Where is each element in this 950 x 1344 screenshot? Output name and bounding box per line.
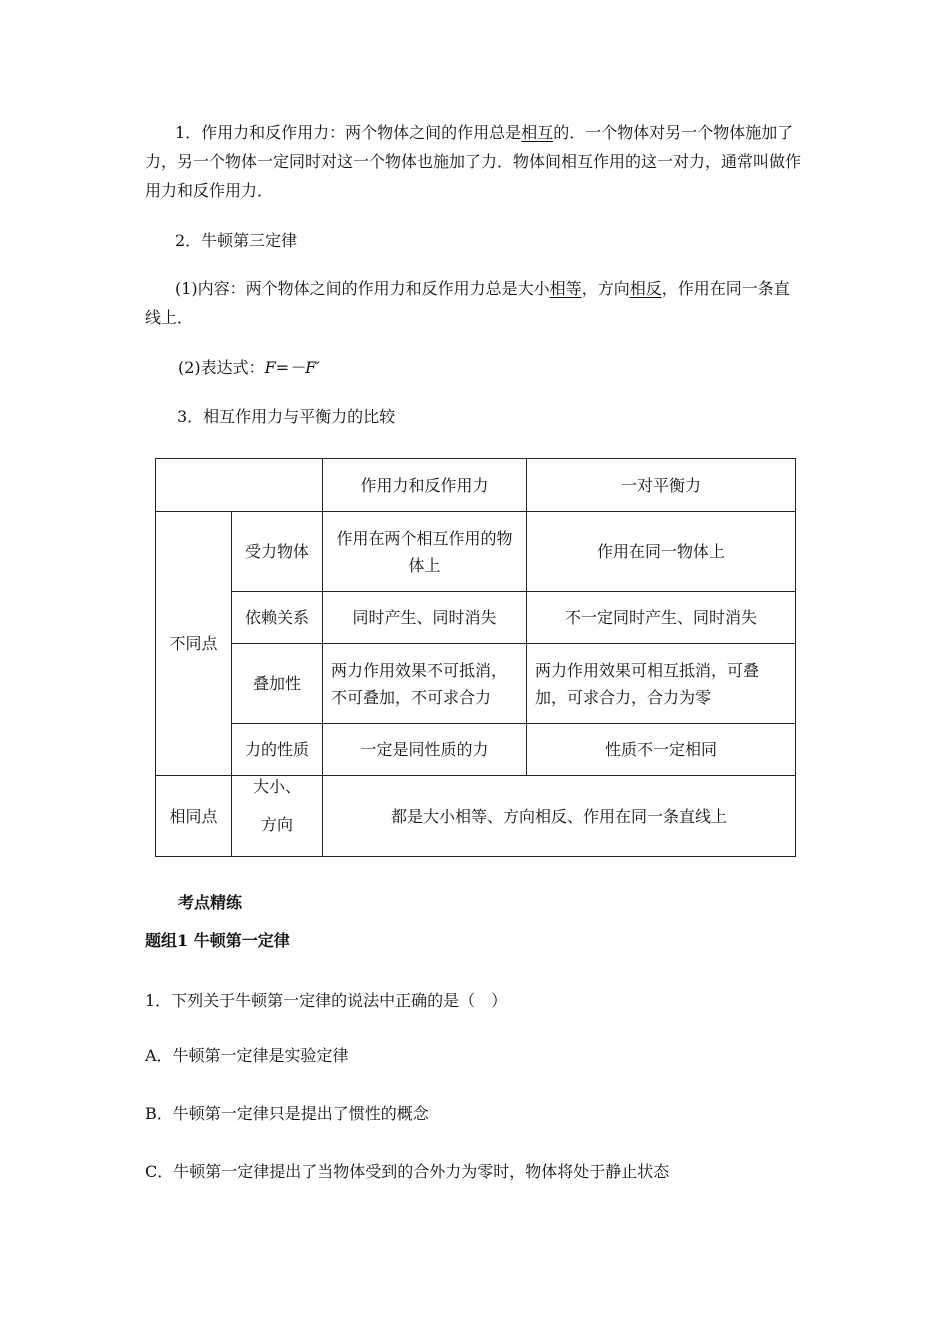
cell-balanced: 作用在同一物体上 (527, 512, 796, 592)
row-label: 受力物体 (232, 512, 323, 592)
cell-action-reaction: 一定是同性质的力 (323, 724, 527, 776)
heading-newton-third-law: 2．牛顿第三定律 (175, 231, 298, 250)
row-label: 力的性质 (232, 724, 323, 776)
paragraph-action-reaction (145, 118, 805, 205)
table-row (156, 592, 796, 644)
option-c: C．牛顿第一定律提出了当物体受到的合外力为零时，物体将处于静止状态 (145, 1162, 670, 1181)
p2-underlined-equal: 相等 (549, 279, 582, 298)
cell-action-reaction: 同时产生、同时消失 (323, 592, 527, 644)
p1-underlined-term: 相互 (521, 123, 554, 142)
question-text: 1．下列关于牛顿第一定律的说法中正确的是（ ） (145, 991, 508, 1010)
cell-action-reaction: 作用在两个相互作用的物体上 (323, 512, 527, 592)
table-row-same (156, 776, 796, 857)
group-similarities: 相同点 (156, 776, 232, 857)
row-label: 叠加性 (232, 644, 323, 724)
expression-formula: F=－F′ (264, 358, 320, 377)
p2-text-start: (1)内容：两个物体之间的作用力和反作用力总是大小 (175, 279, 550, 298)
paragraph-expression (178, 358, 320, 378)
same-value: 都是大小相等、方向相反、作用在同一条直线上 (323, 776, 796, 857)
p1-text-start: 1．作用力和反作用力：两个物体之间的作用总是 (175, 123, 522, 142)
table-row (156, 512, 796, 592)
cell-action-reaction: 两力作用效果不可抵消，不可叠加，不可求合力 (323, 644, 527, 724)
p2-text-mid: ，方向 (581, 279, 630, 298)
option-a: A．牛顿第一定律是实验定律 (145, 1046, 349, 1065)
header-balanced-forces: 一对平衡力 (527, 459, 796, 512)
section-title: 考点精练 (178, 893, 243, 912)
cell-balanced: 性质不一定相同 (527, 724, 796, 776)
cell-balanced: 两力作用效果可相互抵消，可叠加，可求合力，合力为零 (527, 644, 796, 724)
p1-text-end: 的．一个物体对另一个物体施加了力，另一个物体一定同时对这一个物体也施加了力．物体间相互作用的这一对力，通常叫做作用力和反作用力． (145, 123, 802, 200)
same-label-line1: 大小、 (252, 777, 301, 796)
group-title: 题组1 牛顿第一定律 (145, 931, 290, 950)
option-b: B．牛顿第一定律只是提出了惯性的概念 (145, 1104, 429, 1123)
same-label-line2: 方向 (260, 815, 293, 834)
comparison-table (155, 458, 796, 857)
table-header-row (156, 459, 796, 512)
table-row (156, 644, 796, 724)
group-differences: 不同点 (156, 512, 232, 776)
heading-comparison: 3．相互作用力与平衡力的比较 (177, 407, 396, 426)
row-label: 依赖关系 (232, 592, 323, 644)
p2-text-end: ，作用在同一条直线上． (145, 279, 790, 327)
header-empty-cell (156, 459, 323, 512)
cell-balanced: 不一定同时产生、同时消失 (527, 592, 796, 644)
same-row-label (232, 776, 323, 857)
paragraph-content (145, 274, 805, 332)
expression-label: (2)表达式： (178, 358, 265, 377)
p2-underlined-opposite: 相反 (629, 279, 662, 298)
header-action-reaction: 作用力和反作用力 (323, 459, 527, 512)
